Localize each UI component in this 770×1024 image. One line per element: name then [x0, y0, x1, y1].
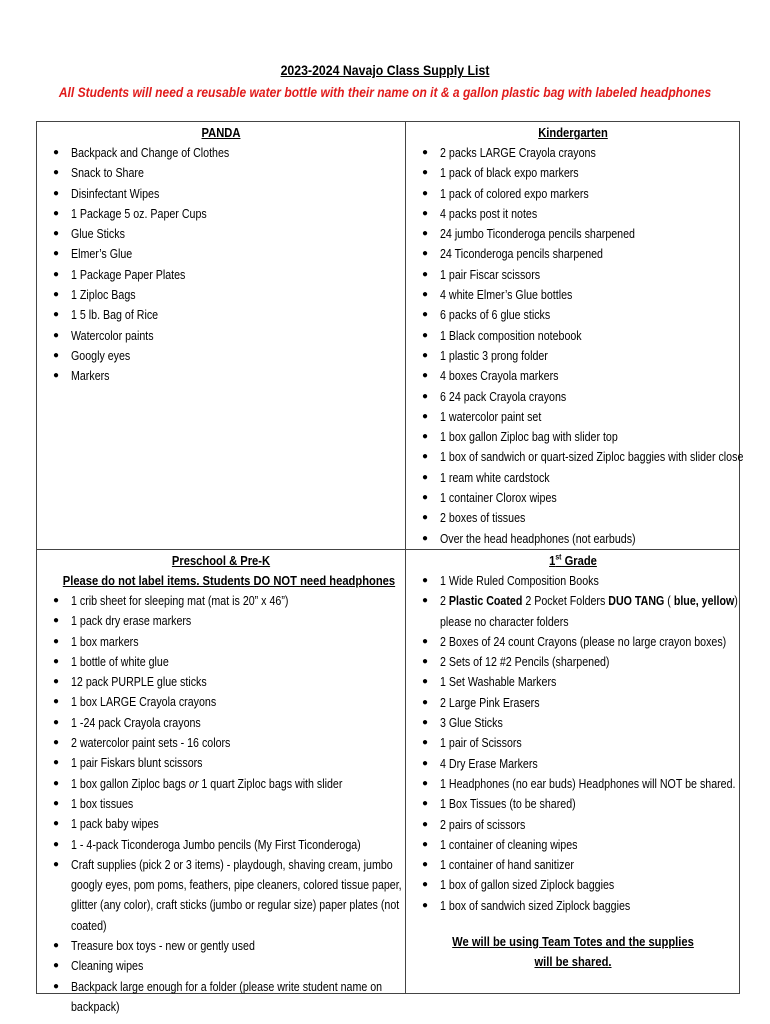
bullet-icon: ● [422, 471, 429, 483]
bullet-icon: ● [422, 512, 429, 524]
list-item [406, 326, 740, 346]
list-item-text: 1 box of sandwich or quart-sized Ziploc baggies with slider close [440, 449, 744, 465]
list-item-text: Treasure box toys - new or gently used [71, 938, 255, 954]
list-item [37, 326, 405, 346]
panda-list [37, 143, 405, 387]
list-item-text: 1 box tissues [71, 795, 134, 811]
list-item-text: 1 box of sandwich sized Ziplock baggies [440, 897, 631, 913]
list-item [406, 143, 740, 163]
list-item [37, 774, 405, 794]
bullet-icon: ● [53, 207, 60, 219]
list-item [406, 652, 740, 672]
list-item-text: 12 pack PURPLE glue sticks [71, 674, 207, 690]
list-item [406, 794, 740, 814]
list-item [37, 692, 405, 712]
list-item [37, 835, 405, 855]
bullet-icon: ● [422, 757, 429, 769]
list-item [406, 672, 740, 692]
bullet-icon: ● [53, 777, 60, 789]
list-item-text: 1 pack dry erase markers [71, 613, 192, 629]
list-item-text: 1 pack baby wipes [71, 816, 159, 832]
list-item-text: 1 box LARGE Crayola crayons [71, 694, 217, 710]
first-grade-section [406, 550, 740, 972]
bullet-icon: ● [53, 187, 60, 199]
first-grade-footer: We will be using Team Totes and the supplies will be shared. [452, 934, 694, 970]
panda-section [37, 122, 405, 387]
list-item-text: 6 packs of 6 glue sticks [440, 307, 551, 323]
list-item-text: Backpack large enough for a folder (please write student name on backpack) [71, 978, 383, 1014]
list-item-text: Googly eyes [71, 347, 131, 363]
first-grade-list [406, 571, 740, 916]
list-item-text: Glue Sticks [71, 226, 125, 242]
list-item-text: 1 plastic 3 prong folder [440, 347, 548, 363]
bullet-icon: ● [422, 167, 429, 179]
bullet-icon: ● [422, 838, 429, 850]
list-item-text: 1 pack of black expo markers [440, 165, 579, 181]
list-item-text: 1 Black composition notebook [440, 327, 582, 343]
bullet-icon: ● [422, 635, 429, 647]
list-item [406, 835, 740, 855]
bullet-icon: ● [53, 737, 60, 749]
bullet-icon: ● [422, 899, 429, 911]
list-item [37, 265, 405, 285]
list-item [406, 407, 740, 427]
list-item [37, 632, 405, 652]
bullet-icon: ● [422, 451, 429, 463]
list-item [406, 529, 740, 549]
list-item [406, 875, 740, 895]
list-item [406, 754, 740, 774]
list-item-text: 1 crib sheet for sleeping mat (mat is 20” x 46”) [71, 593, 289, 608]
list-item [37, 652, 405, 672]
list-item-text: 1 container of hand sanitizer [440, 857, 574, 873]
list-item [37, 936, 405, 956]
bullet-icon: ● [53, 980, 60, 992]
list-item [406, 285, 740, 305]
bullet-icon: ● [422, 147, 429, 158]
list-item-text: 2 Boxes of 24 count Crayons (please no large crayon boxes) [440, 633, 727, 649]
bullet-icon: ● [53, 940, 60, 952]
list-item-text: 1 Package Paper Plates [71, 266, 186, 282]
list-item-text: 2 Large Pink Erasers [440, 694, 540, 710]
list-item [406, 224, 740, 244]
page-subtitle: All Students will need a reusable water bottle with their name on it & a gallon plastic bag with labeled headphones [58, 84, 712, 100]
list-item-text: 2 boxes of tissues [440, 510, 526, 526]
list-item [37, 346, 405, 366]
list-item [37, 794, 405, 814]
list-item [406, 265, 740, 285]
list-item [37, 733, 405, 753]
list-item [406, 855, 740, 875]
list-item-text: 1 Box Tissues (to be shared) [440, 796, 576, 812]
bullet-icon: ● [53, 960, 60, 972]
list-item-text: 1 watercolor paint set [440, 408, 542, 424]
list-item [37, 143, 405, 163]
list-item [406, 204, 740, 224]
list-item-text: 1 Ziploc Bags [71, 287, 136, 303]
list-item [37, 184, 405, 204]
bullet-icon: ● [422, 349, 429, 361]
supply-table [36, 121, 744, 1014]
list-item-text: 1 Set Washable Markers [440, 674, 557, 690]
kindergarten-list [406, 143, 744, 549]
list-item-text: Backpack and Change of Clothes [71, 145, 230, 160]
bullet-icon: ● [422, 595, 429, 607]
bullet-icon: ● [422, 818, 429, 830]
bullet-icon: ● [53, 716, 60, 728]
bullet-icon: ● [422, 777, 429, 789]
prek-heading: Preschool & Pre-K [171, 553, 271, 568]
bullet-icon: ● [422, 410, 429, 422]
list-item-text: 1 5 lb. Bag of Rice [71, 307, 159, 323]
list-item [37, 591, 405, 611]
bullet-icon: ● [53, 248, 60, 260]
list-item-text: 1 box gallon Ziploc bag with slider top [440, 429, 618, 445]
list-item [37, 713, 405, 733]
list-item [406, 508, 740, 528]
list-item-text: 1 Headphones (no ear buds) Headphones will NOT be shared. [440, 775, 736, 791]
list-item-text: 24 Ticonderoga pencils sharpened [440, 246, 603, 262]
list-item-text: Markers [71, 368, 110, 384]
bullet-icon: ● [422, 575, 429, 586]
list-item-text: 2 watercolor paint sets - 16 colors [71, 735, 231, 751]
list-item [406, 427, 740, 447]
bullet-icon: ● [53, 655, 60, 667]
list-item-text: 1 -24 pack Crayola crayons [71, 714, 201, 730]
list-item-text: 3 Glue Sticks [440, 715, 503, 731]
bullet-icon: ● [53, 147, 60, 158]
list-item [406, 488, 740, 508]
list-item-text: 1 container of cleaning wipes [440, 836, 578, 852]
prek-list [37, 591, 405, 1017]
list-item-text: 4 packs post it notes [440, 205, 538, 221]
bullet-icon: ● [422, 187, 429, 199]
list-item-text: 2 packs LARGE Crayola crayons [440, 145, 596, 160]
bullet-icon: ● [53, 818, 60, 830]
list-item [406, 184, 740, 204]
list-item [406, 693, 740, 713]
list-item [406, 346, 740, 366]
bullet-icon: ● [53, 309, 60, 321]
list-item-text: 1 box markers [71, 633, 139, 649]
list-item-text: 1 Wide Ruled Composition Books [440, 573, 599, 588]
list-item-text: 2 pairs of scissors [440, 816, 526, 832]
list-item [37, 814, 405, 834]
bullet-icon: ● [422, 268, 429, 280]
bullet-icon: ● [422, 879, 429, 891]
list-item-text: 2 Plastic Coated 2 Pocket Folders DUO TANG ( blue, yellow) please no character folders [440, 593, 738, 629]
list-item-text: 6 24 pack Crayola crayons [440, 388, 567, 404]
list-item-text: Elmer’s Glue [71, 246, 133, 262]
list-item-text: 1 - 4-pack Ticonderoga Jumbo pencils (My First Ticonderoga) [71, 836, 361, 852]
list-item [406, 896, 740, 916]
list-item-text: 4 white Elmer’s Glue bottles [440, 287, 573, 303]
list-item [406, 713, 740, 733]
list-item [37, 977, 405, 1018]
list-item-text: 1 pack of colored expo markers [440, 185, 589, 201]
bullet-icon: ● [53, 228, 60, 240]
bullet-icon: ● [422, 431, 429, 443]
bullet-icon: ● [53, 676, 60, 688]
list-item [406, 774, 740, 794]
kindergarten-heading: Kindergarten [538, 125, 608, 140]
list-item [37, 305, 405, 325]
list-item [37, 855, 405, 936]
bullet-icon: ● [53, 757, 60, 769]
list-item-text: 1 bottle of white glue [71, 653, 169, 669]
list-item-text: Snack to Share [71, 165, 144, 181]
list-item [37, 244, 405, 264]
list-item [37, 224, 405, 244]
list-item-text: Over the head headphones (not earbuds) [440, 530, 636, 546]
list-item-text: 1 pair Fiskars blunt scissors [71, 755, 203, 771]
bullet-icon: ● [422, 798, 429, 810]
list-item [37, 204, 405, 224]
list-item [406, 468, 740, 488]
list-item-text: 1 container Clorox wipes [440, 490, 557, 506]
list-item [37, 163, 405, 183]
list-item-text: 4 boxes Crayola markers [440, 368, 559, 384]
bullet-icon: ● [422, 207, 429, 219]
list-item-text: 1 box of gallon sized Ziplock baggies [440, 877, 615, 893]
list-item-text: 1 box gallon Ziploc bags or 1 quart Ziploc bags with slider [71, 775, 343, 791]
bullet-icon: ● [53, 797, 60, 809]
kindergarten-section [406, 122, 744, 549]
bullet-icon: ● [422, 370, 429, 382]
bullet-icon: ● [53, 289, 60, 301]
list-item [37, 285, 405, 305]
bullet-icon: ● [422, 289, 429, 301]
prek-section [37, 550, 405, 1017]
panda-heading: PANDA [201, 125, 241, 140]
bullet-icon: ● [53, 329, 60, 341]
bullet-icon: ● [422, 390, 429, 402]
list-item-text: 1 pair of Scissors [440, 735, 522, 751]
list-item-text: Disinfectant Wipes [71, 185, 160, 201]
bullet-icon: ● [53, 858, 60, 870]
list-item [406, 163, 740, 183]
bullet-icon: ● [422, 656, 429, 668]
list-item-text: 4 Dry Erase Markers [440, 755, 538, 771]
list-item [37, 753, 405, 773]
list-item [406, 632, 740, 652]
bullet-icon: ● [53, 167, 60, 179]
bullet-icon: ● [422, 737, 429, 749]
list-item [406, 447, 744, 467]
bullet-icon: ● [53, 615, 60, 627]
list-item [406, 387, 740, 407]
bullet-icon: ● [422, 248, 429, 260]
bullet-icon: ● [422, 228, 429, 240]
bullet-icon: ● [422, 309, 429, 321]
list-item-text: Cleaning wipes [71, 958, 144, 974]
list-item [406, 366, 740, 386]
bullet-icon: ● [422, 859, 429, 871]
bullet-icon: ● [53, 635, 60, 647]
list-item [406, 571, 740, 591]
first-grade-heading: 1st Grade [549, 552, 597, 568]
page-title: 2023-2024 Navajo Class Supply List [280, 62, 490, 78]
list-item [406, 591, 740, 632]
list-item-text: 1 ream white cardstock [440, 469, 550, 485]
list-item [37, 956, 405, 976]
list-item [406, 733, 740, 753]
list-item [37, 611, 405, 631]
bullet-icon: ● [422, 676, 429, 688]
list-item-text: 24 jumbo Ticonderoga pencils sharpened [440, 226, 635, 242]
list-item-text: 1 pair Fiscar scissors [440, 266, 541, 282]
bullet-icon: ● [422, 717, 429, 729]
list-item [406, 305, 740, 325]
bullet-icon: ● [53, 838, 60, 850]
bullet-icon: ● [53, 595, 60, 606]
bullet-icon: ● [422, 696, 429, 708]
list-item-text: Watercolor paints [71, 327, 154, 343]
bullet-icon: ● [422, 329, 429, 341]
bullet-icon: ● [53, 349, 60, 361]
bullet-icon: ● [422, 532, 429, 544]
bullet-icon: ● [53, 268, 60, 280]
list-item [406, 244, 740, 264]
list-item-text: Craft supplies (pick 2 or 3 items) - playdough, shaving cream, jumbo googly eyes, pom poms, feathers, pipe cleaners, colored tissue paper, glitter (any color), craft sticks (jumbo or regular size) paper plates (not coated) [71, 856, 402, 933]
list-item [406, 815, 740, 835]
list-item [37, 366, 405, 386]
list-item-text: 1 Package 5 oz. Paper Cups [71, 205, 207, 221]
bullet-icon: ● [53, 370, 60, 382]
bullet-icon: ● [53, 696, 60, 708]
prek-note: Please do not label items. Students DO NOT need headphones [62, 573, 396, 588]
bullet-icon: ● [422, 492, 429, 504]
list-item-text: 2 Sets of 12 #2 Pencils (sharpened) [440, 654, 610, 670]
list-item [37, 672, 405, 692]
